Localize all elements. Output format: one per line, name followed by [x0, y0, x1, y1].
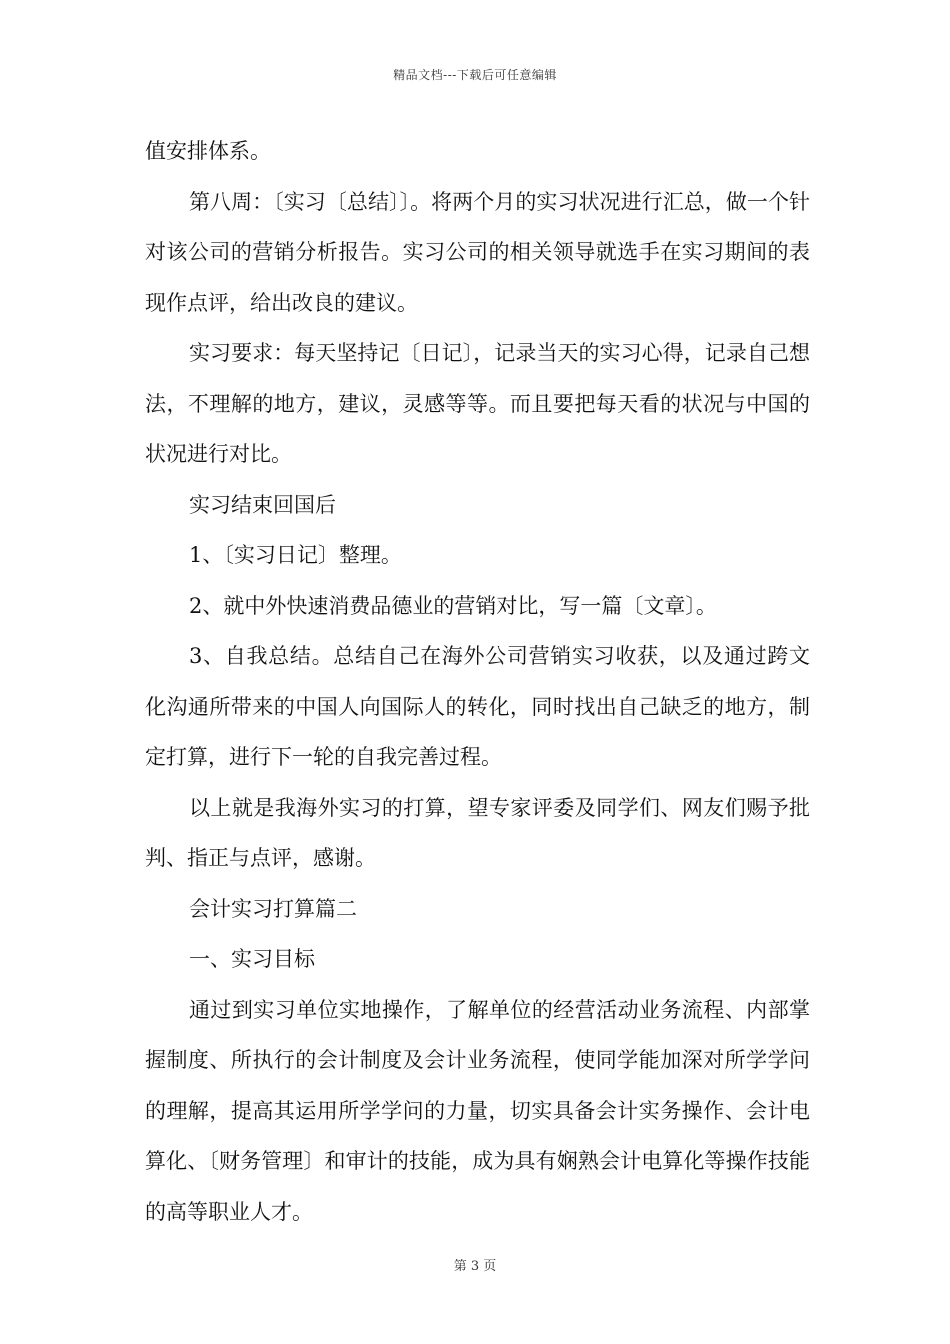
paragraph: 通过到实习单位实地操作，了解单位的经营活动业务流程、内部掌握制度、所执行的会计制度及会计业务流程，使同学能加深对所学学问的理解，提高其运用所学学问的力量，切实具备会计实务操作、会计电算化、〔财务管理〕和审计的技能，成为具有娴熟会计电算化等操作技能的高等职业人才。 — [145, 997, 810, 1224]
list-item: 3、自我总结。总结自己在海外公司营销实习收获，以及通过跨文化沟通所带来的中国人向国际人的转化，同时找出自己缺乏的地方，制定打算，进行下一轮的自我完善过程。 — [145, 644, 810, 769]
list-item: 1、〔实习日记〕整理。 — [189, 543, 402, 567]
section-heading: 一、实习目标 — [189, 947, 315, 971]
document-body — [145, 126, 810, 1237]
paragraph: 以上就是我海外实习的打算，望专家评委及同学们、网友们赐予批判、指正与点评，感谢。 — [145, 795, 810, 870]
list-item: 2、就中外快速消费品德业的营销对比，写一篇〔文章〕。 — [189, 593, 717, 618]
paragraph: 第八周：〔实习〔总结〕〕。将两个月的实习状况进行汇总，做一个针对该公司的营销分析报告。实习公司的相关领导就选手在实习期间的表现作点评，给出改良的建议。 — [145, 189, 810, 315]
page-number: 第 3 页 — [453, 1259, 497, 1274]
section-title: 会计实习打算篇二 — [189, 896, 357, 921]
paragraph: 实习结束回国后 — [189, 492, 336, 517]
paragraph: 实习要求：每天坚持记〔日记〕，记录当天的实习心得，记录自己想法，不理解的地方，建议，灵感等等。而且要把每天看的状况与中国的状况进行对比。 — [145, 341, 810, 466]
page-header: 精品文档---下载后可任意编辑 — [393, 68, 557, 82]
paragraph: 值安排体系。 — [145, 139, 271, 163]
